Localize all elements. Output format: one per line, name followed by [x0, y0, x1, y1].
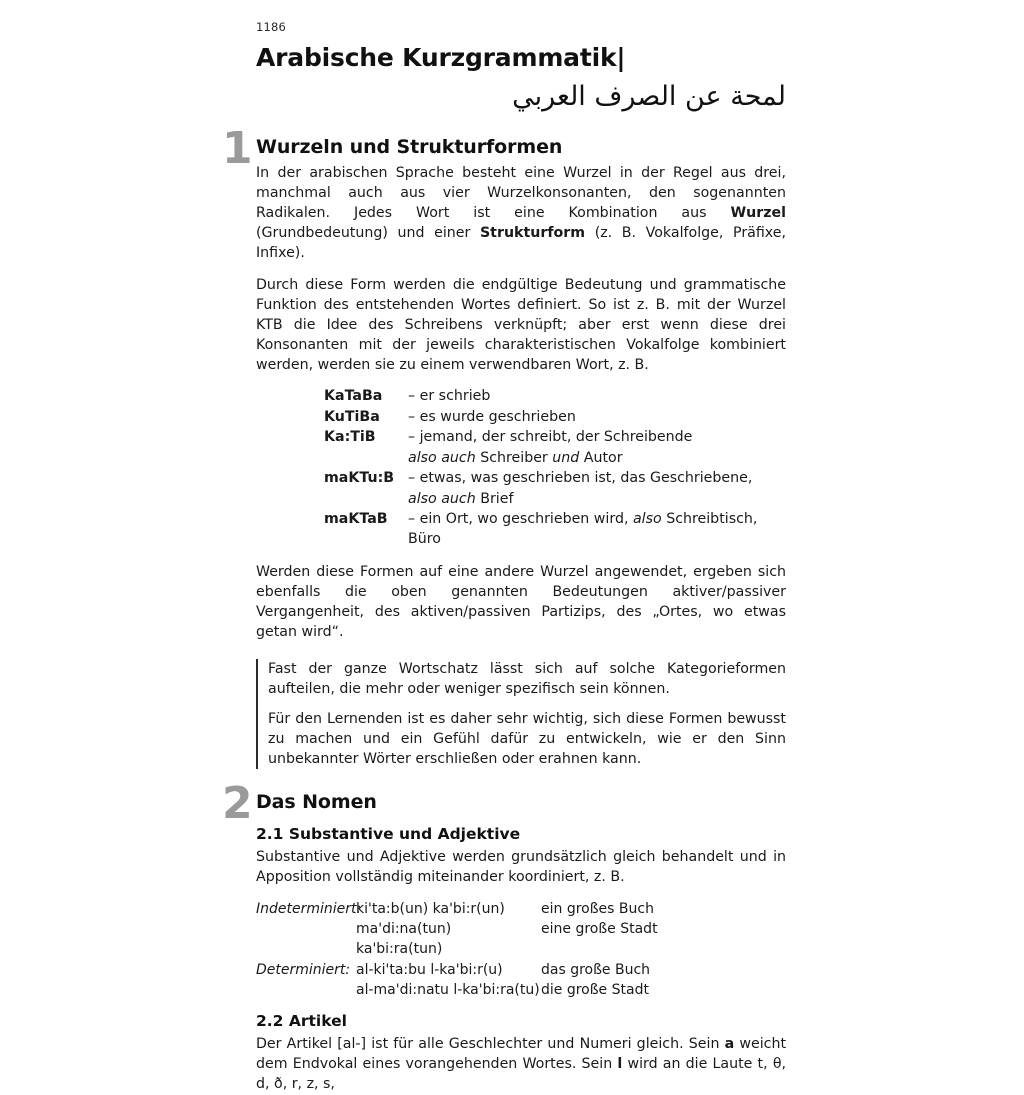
und-italic: und — [552, 449, 580, 466]
artikel-part-e: wird an die Laute t, θ, d, ð, r, z, s, — [256, 1056, 787, 1093]
word-term: Ka:TiB — [324, 429, 376, 446]
cont-text-2: Autor — [579, 449, 623, 466]
subsection-2-1-paragraph: Substantive und Adjektive werden grundsätzlich gleich behandelt und in Apposition vollständig miteinander koordiniert, z. B. — [256, 849, 786, 886]
cont-text: Brief — [475, 490, 514, 507]
page-number: 1186 — [256, 20, 287, 34]
table-row — [256, 980, 786, 1000]
page-title-arabic: لمحة عن الصرف العربي — [512, 80, 786, 112]
word-definition: – jemand, der schreibt, der Schreibende — [408, 429, 693, 446]
row-gloss: das große Buch — [541, 961, 651, 978]
paragraph-3: Werden diese Formen auf eine andere Wurzel angewendet, ergeben sich ebenfalls die oben genannten Bedeutungen aktiver/passiver Vergangenheit, des aktiven/passiven Partizips, des „Ortes, wo etwas getan wird“. — [256, 563, 786, 641]
list-item — [324, 468, 786, 488]
note-paragraph-2: Für den Lernenden ist es daher sehr wichtig, sich diese Formen bewusst zu machen und ein Gefühl dafür zu entwickeln, wie er den Sinn unbekannter Wörter erschließen oder erahnen kann. — [268, 710, 786, 768]
row-transliteration: ki'ta:b(un) ka'bi:r(un) — [356, 900, 505, 917]
row-label: Determiniert: — [256, 961, 351, 978]
def-part-b: Schreibtisch, Büro — [408, 511, 758, 548]
table-row — [256, 919, 786, 960]
word-definition: – etwas, was geschrieben ist, das Geschriebene, — [408, 470, 753, 487]
row-label — [256, 980, 356, 1000]
word-definition-continued — [324, 489, 786, 509]
row-gloss: die große Stadt — [541, 981, 649, 998]
word-term: maKTu:B — [324, 470, 395, 487]
table-row — [256, 899, 786, 919]
word-definition — [408, 509, 786, 550]
list-item — [324, 427, 786, 447]
letter-a: a — [724, 1036, 735, 1053]
subsection-2-2-paragraph — [256, 1034, 786, 1094]
word-definition: – er schrieb — [408, 388, 491, 405]
word-term: maKTaB — [324, 511, 388, 528]
paragraph-2: Durch diese Form werden die endgültige Bedeutung und grammatische Funktion des entstehenden Wortes definiert. So ist z. B. mit der Wurzel KTB die Idee des Schreibens verknüpft; aber erst wenn diese drei Konsonanten mit der jeweils charakteristischen Vokalfolge kombiniert werden, werden sie zu einem verwendbaren Wort, z. B. — [256, 276, 786, 374]
section-wurzeln — [222, 122, 786, 769]
also-auch-italic: also auch — [408, 490, 476, 507]
row-gloss: ein großes Buch — [541, 900, 654, 917]
list-item — [324, 407, 786, 427]
section-number: 2 — [222, 778, 253, 830]
list-item — [324, 386, 786, 406]
artikel-part-a: Der Artikel [al-] ist für alle Geschlechter und Numeri gleich. Sein — [256, 1036, 725, 1053]
paradigm-table — [256, 899, 786, 1000]
also-auch-italic: also auch — [408, 449, 476, 466]
row-gloss: eine große Stadt — [541, 920, 658, 937]
table-row — [256, 960, 786, 980]
term-strukturform: Strukturform — [479, 225, 586, 242]
note-block — [256, 659, 786, 770]
section-number: 1 — [222, 122, 253, 174]
artikel-part-c: weicht dem Endvokal eines vorangehenden Wortes. Sein — [256, 1036, 787, 1073]
row-label: Indeterminiert: — [256, 900, 362, 917]
section-das-nomen — [222, 778, 787, 1094]
paragraph-1 — [256, 163, 786, 264]
word-term: KaTaBa — [324, 388, 383, 405]
row-label — [256, 919, 356, 960]
page-content — [222, 43, 787, 1095]
word-form-list — [256, 386, 786, 550]
subsection-heading-2-1: 2.1 Substantive und Adjektive — [256, 825, 521, 844]
word-term: KuTiBa — [324, 408, 380, 425]
word-definition: – es wurde geschrieben — [408, 408, 576, 425]
def-part-a: – ein Ort, wo geschrieben wird, — [408, 511, 633, 528]
para1-part-a: In der arabischen Sprache besteht eine Wurzel in der Regel aus drei, manchmal auch aus vier Wurzelkonsonanten, den sogenannten Radikalen. Jedes Wort ist eine Kombination aus — [256, 164, 786, 222]
term-wurzel: Wurzel — [730, 205, 786, 222]
note-paragraph-1: Fast der ganze Wortschatz lässt sich auf solche Kategorieformen aufteilen, die mehr oder weniger spezifisch sein können. — [268, 660, 786, 697]
cont-text: Schreiber — [475, 449, 553, 466]
row-transliteration: al-ma'di:natu l-ka'bi:ra(tu) — [356, 981, 540, 998]
page-title: Arabische Kurzgrammatik| — [256, 43, 626, 72]
para1-part-e: (z. B. Vokalfolge, Präfixe, Infixe). — [256, 225, 786, 262]
also-italic: also — [632, 511, 662, 528]
list-item — [324, 509, 786, 550]
row-transliteration: ma'di:na(tun) ka'bi:ra(tun) — [356, 920, 452, 958]
letter-l: l — [617, 1056, 623, 1073]
subsection-heading-2-2: 2.2 Artikel — [256, 1012, 347, 1031]
para1-part-c: (Grundbedeutung) und einer — [256, 225, 480, 242]
word-definition-continued — [324, 448, 786, 468]
section-heading: Wurzeln und Strukturformen — [256, 135, 563, 158]
row-transliteration: al-ki'ta:bu l-ka'bi:r(u) — [356, 961, 503, 978]
section-heading: Das Nomen — [256, 791, 377, 814]
